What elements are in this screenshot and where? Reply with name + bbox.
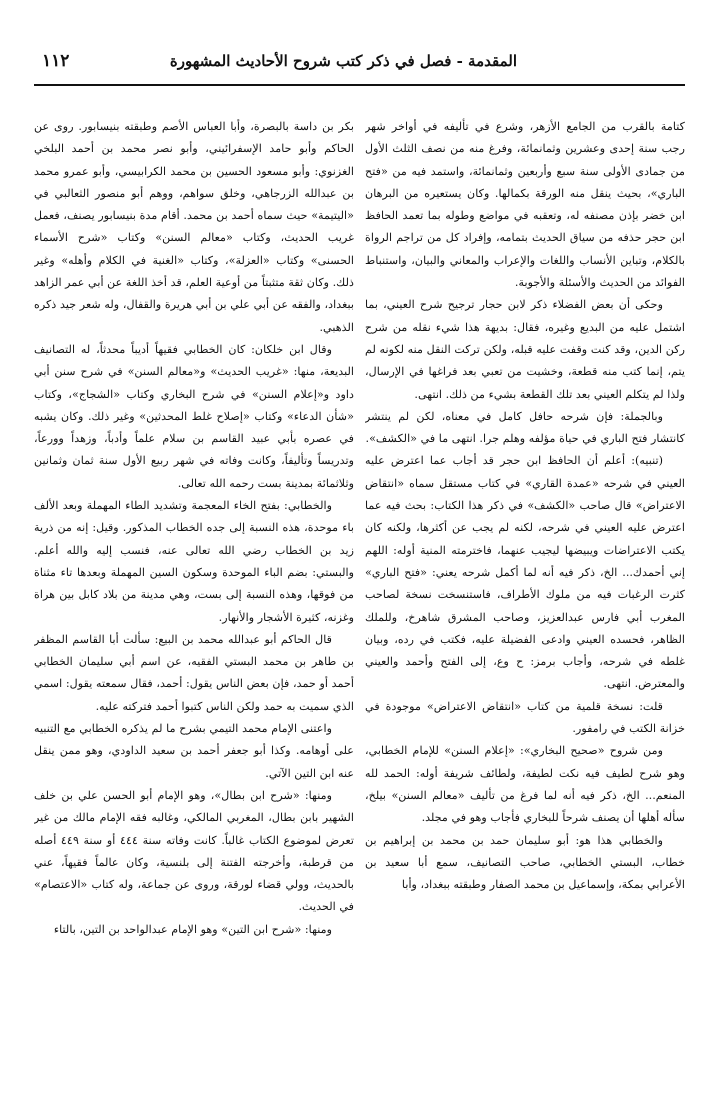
paragraph: ومن شروح «صحيح البخاري»: «إعلام السنن» للإمام الخطابي، وهو شرح لطيف فيه نكت لطيفة، ولطائف شريفة أوله: الحمد لله المنعم... الخ، ذكر فيه أنه لما فرغ من تأليف «معالم السنن» بيلخ، سأله أهلها أن يصنف شرحاً للبخاري فأجاب وهو في مجلد. xyxy=(365,744,685,825)
header-title: المقدمة - فصل في ذكر كتب شروح الأحاديث المشهورة xyxy=(169,52,517,70)
paragraph: وقال ابن خلكان: كان الخطابي فقيهاً أديباً محدثاً، له التصانيف البديعة، منها: «غريب الحديث» و«معالم السنن» في شرح سنن أبي داود و«إعلام السنن» في شرح البخاري وكتاب «الشجاج»، وكتاب «شأن الدعاء» وكتاب «إصلاح غلط المحدثين» وغير ذلك. وكان يشبه في عصره بأبي عبيد القاسم بن سلام علماً وأدباً، وزهداً وورعاً، وتدريساً وتأليفاً، وكانت وفاته في شهر ربيع الأول سنة ثمان وثمانين وثلاثمائة بمدينة بست رحمه الله تعالى. xyxy=(34,342,354,490)
left-column xyxy=(34,116,354,1096)
paragraph: والخطابي: بفتح الخاء المعجمة وتشديد الطاء المهملة وبعد الألف باء موحدة، هذه النسبة إلى جده الخطاب المذكور. وقيل: إنه من ذرية زيد بن الخطاب رضي الله تعالى عنه، فنسب إليه والله أعلم. والبستي: بضم الباء الموحدة وسكون السين المهملة وبعدها تاء مثناة من فوقها، وهذه النسبة إلى بست، وهي مدينة من بلاد كابل بين هراة وغزنه، كثيرة الأشجار والأنهار. xyxy=(34,499,354,624)
right-column xyxy=(365,116,685,1096)
paragraph: والخطابي هذا هو: أبو سليمان حمد بن محمد بن إبراهيم بن خطاب، البستي الخطابي، صاحب التصانيف، سمع أبا سعيد بن الأعرابي بمكة، وإسماعيل بن محمد الصفار وطبقته ببغداد، وأبا xyxy=(365,833,685,892)
paragraph: قال الحاكم أبو عبدالله محمد بن البيع: سألت أبا القاسم المظفر بن طاهر بن محمد البستي الفقيه، عن اسم أبي سليمان الخطابي أحمد أو حمد، فإن بعض الناس يقول: أحمد، فقال سمعته يقول: اسمي الذي سميت به حمد ولكن الناس كتبوا أحمد فتركته عليه. xyxy=(34,632,354,713)
running-header xyxy=(34,44,685,86)
paragraph: قلت: نسخة قلمية من كتاب «انتقاض الاعتراض» موجودة في خزانة الكتب في رامفور. xyxy=(365,699,685,736)
paragraph: كتامة بالقرب من الجامع الأزهر، وشرع في تأليفه في أواخر شهر رجب سنة إحدى وعشرين وثمانمائة، وفرغ منه من نصف الثلث الأول من جمادى الأولى سنة سبع وأربعين وثمانمائة، واستمد فيه من «فتح الباري»، بحيث ينقل منه الورقة بكمالها. وكان يستعيره من البرهان ابن خضر بإذن مصنفه له، وتعقبه في مواضع وطوله بما تعمد الحافظ ابن حجر حذفه من سياق الحديث بتمامه، وإفراد كل من تراجم الرواة بالكلام، وتباين الأنساب واللغات والإعراب والمعاني والبيان، واستنباط الفوائد من الحديث والأسئلة والأجوبة. xyxy=(365,120,685,290)
paragraph: ومنها: «شرح ابن التين» وهو الإمام عبدالواحد بن التين، بالتاء xyxy=(53,922,332,936)
paragraph: وحكى أن بعض الفضلاء ذكر لابن حجار ترجيح شرح العيني، بما اشتمل عليه من البديع وغيره، فقال: بديهة هذا شيء نقله من شرح ركن الدين، وقد كنت وقفت عليه قبله، ولكن تركت النقل منه لكونه لم يتم، إنما كتب منه قطعة، وخشيت من تعبي بعد فراغها في الإرسال، ولذا لم يتكلم العيني بعد تلك القطعة بشيء من ذلك. انتهى. xyxy=(365,298,685,401)
paragraph: واعتنى الإمام محمد التيمي بشرح ما لم يذكره الخطابي مع التنبيه على أوهامه. وكذا أبو جعفر أحمد بن سعيد الداودي، وهو ممن ينقل عنه ابن التين الآتي. xyxy=(34,722,354,780)
paragraph: بكر بن داسة بالبصرة، وأبا العباس الأصم وطبقته بنيسابور. روى عن الحاكم وأبو حامد الإسفرائيني، وأبو نصر محمد بن أحمد البلخي الغزنوي: وأبو مسعود الحسين بن محمد الكرابيسي، وأبو عمرو محمد بن عبدالله الزرجاهي، وخلق سواهم، ووهم أبو منصور الثعالبي في «اليتيمة» حيث سماه أحمد بن محمد. أقام مدة بنيسابور يصنف، فعمل غريب الحديث، وكتاب «معالم السنن» وكتاب «شرح الأسماء الحسنى» وكتاب «العزلة»، وكتاب «الغنية في الكلام وأهله» وغير ذلك. وكان ثقة متثبتاً من أوعية العلم، قد أخذ اللغة عن أبي عمر الزاهد ببغداد، والفقه عن أبي علي بن أبي هريرة والقفال، وله شعر جيد ذكره الذهبي. xyxy=(34,120,354,334)
page-number: ١١٢ xyxy=(42,51,70,71)
paragraph: (تنبيه): أعلم أن الحافظ ابن حجر قد أجاب عما اعترض عليه العيني في شرحه «عمدة القاري» في كتاب مستقل سماه «انتقاض الاعتراض» قال صاحب «الكشف» في ذكر هذا الكتاب: بحث فيه عما اعترض عليه العيني في شرحه، لكنه لم يجب عن أكثرها، ولكنه كان يكتب الاعتراضات ويبيضها ليجيب عنهما، فاخترمته المنية أوله: اللهم إني أحمدك... الخ، ذكر فيه أنه لما أكمل شرحه يعني: «فتح الباري» كثرت الرغبات فيه من ملوك الأطراف، فاستنسخت نسخة لصاحب المغرب أبي فارس عبدالعزيز، وصاحب المشرق شاهرخ، وللملك الظاهر، فحسده العيني وادعى الفضيلة عليه، فكتب في رده، وبيان غلطه في شرحه، وأجاب برمز: ح وع، إلى الفتح وأحمد والعيني والمعترض. انتهى. xyxy=(365,454,685,691)
paragraph: ومنها: «شرح ابن بطال»، وهو الإمام أبو الحسن علي بن خلف الشهير بابن بطال، المغربي المالكي، وغالبه فقه الإمام مالك من غير تعرض لموضوع الكتاب غالباً. كانت وفاته سنة ٤٤٤ أو سنة ٤٤٩ أصله من قرطبة، وأخرجته الفتنة إلى بلنسية، وكان عالماً فقيهاً، عني بالحديث، وولي قضاء لورقة، وروى عن جماعة، وله كتاب «الاعتصام» في الحديث. xyxy=(34,788,354,914)
paragraph: وبالجملة: فإن شرحه حافل كامل في معناه، لكن لم ينتشر كانتشار فتح الباري في حياة مؤلفه وهلم جرا. انتهى ما في «الكشف». xyxy=(365,409,685,446)
